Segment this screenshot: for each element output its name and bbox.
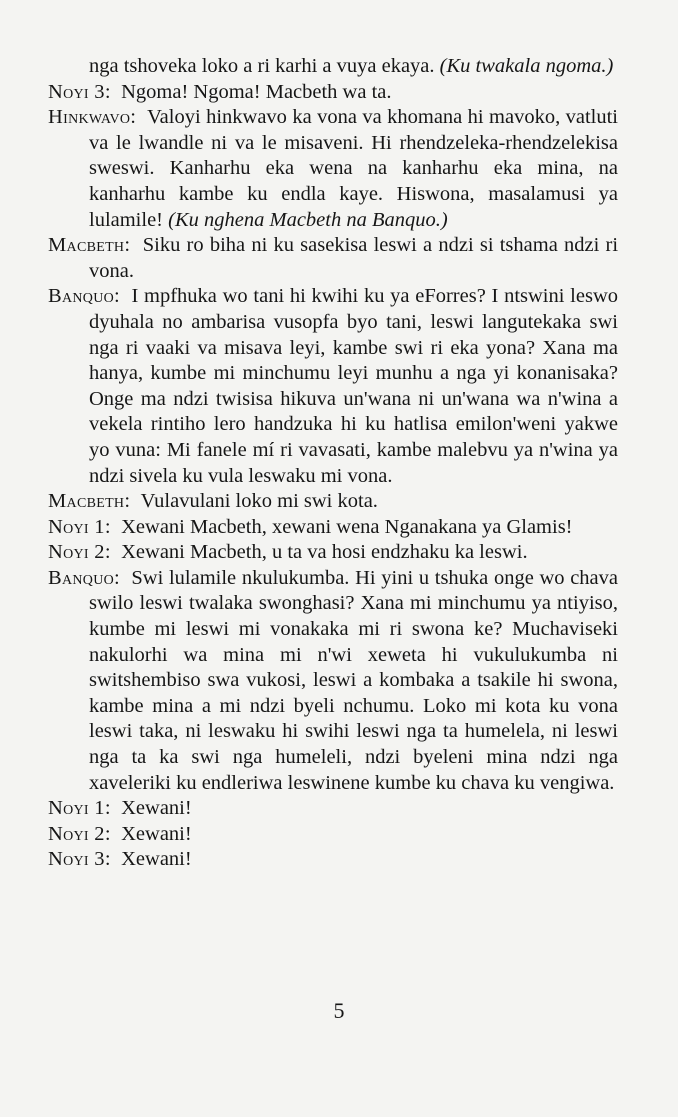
dialogue-line: [48, 566, 618, 796]
line-text: Ngoma! Ngoma! Macbeth wa ta.: [121, 80, 392, 103]
speaker-name: Noyi 2:: [48, 822, 111, 845]
speaker-name: Macbeth:: [48, 490, 131, 513]
dialogue-line: [48, 847, 618, 873]
speaker-name: Noyi 1:: [48, 797, 111, 820]
speaker-name: Banquo:: [48, 285, 121, 308]
dialogue-line: [48, 284, 618, 489]
stage-direction: (Ku twakala ngoma.): [439, 55, 614, 77]
line-text: Swi lulamile nkulukumba. Hi yini u tshuka onge wo chava swilo leswi twalaka swonghasi? Xana mi minchumu ya ntiyiso, kumbe mi leswi mi vonakaka mi ri swona ke? Muchaviseki nakulorhi wa mina mi n'wi xeweta hi vukulukumba ni switshembiso swa vukosi, leswi a kombaka a tsakile hi swona, kambe mina a mi ndzi byeli nchumu. Loko mi kota ku vona leswi taka, ni leswaku hi swihi leswi nga ta humelela, ni leswi nga ta ka swi nga humeleli, ndzi byeleni mina ndzi nga xaveleriki ku endleriwa leswinene kumbe ku chava ku vengiwa.: [89, 566, 619, 794]
dialogue-line: [48, 489, 618, 515]
speaker-name: Noyi 1:: [48, 515, 111, 538]
line-text: Vulavulani loko mi swi kota.: [140, 490, 378, 513]
speaker-name: Banquo:: [48, 566, 121, 589]
stage-direction: (Ku nghena Macbeth na Banquo.): [168, 208, 448, 231]
line-text: Xewani Macbeth, u ta va hosi endzhaku ka leswi.: [121, 541, 528, 564]
line-text: Xewani Macbeth, xewani wena Nganakana ya Glamis!: [121, 515, 573, 538]
line-text: nga tshoveka loko a ri karhi a vuya ekaya.: [89, 55, 440, 77]
line-text: I mpfhuka wo tani hi kwihi ku ya eForres? I ntswini leswo dyuhala no ambarisa vusopfa byo tani, leswi langutekaka swi nga ri vaaki va misava leyi, kambe swi ri eka yona? Xana ma hanya, kumbe mi minchumu leyi munhu a nga yi konanisaka? Onge ma ndzi twisisa hikuva un'wana ni un'wana wa n'wina a vekela rintiho lero handzuka hi ku hatlisa emilon'weni yakwe yo vuna: Mi fanele mí ri vavasati, kambe malebvu ya n'wina ya ndzi sivela ku vula leswaku mi vona.: [89, 285, 619, 487]
speaker-name: Noyi 3:: [48, 80, 111, 103]
line-text: Xewani!: [121, 822, 192, 845]
dialogue-line: [48, 80, 618, 106]
page-number: 5: [333, 998, 345, 1023]
speaker-name: Noyi 2:: [48, 541, 111, 564]
line-text: Valoyi hinkwavo ka vona va khomana hi mavoko, vatluti va le lwandle ni va le misaveni. Hi rhendzeleka-rhendzelekisa sweswi. Kanharhu eka wena na kanharhu eka mina, na kanharhu kambe ku endla kaye. Hiswona, masalamusi ya lulamile!: [89, 106, 619, 231]
line-text: Xewani!: [121, 848, 192, 871]
dialogue-line: [48, 515, 618, 541]
dialogue-line: [48, 540, 618, 566]
dialogue-line: [48, 822, 618, 848]
dialogue-continuation: [48, 54, 618, 80]
dialogue-line: [48, 105, 618, 233]
line-text: Xewani!: [121, 797, 192, 820]
play-text: [48, 54, 618, 873]
line-text: Siku ro biha ni ku sasekisa leswi a ndzi si tshama ndzi ri vona.: [89, 234, 619, 282]
speaker-name: Noyi 3:: [48, 848, 111, 871]
dialogue-line: [48, 796, 618, 822]
dialogue-line: [48, 233, 618, 284]
speaker-name: Macbeth:: [48, 234, 131, 257]
speaker-name: Hinkwavo:: [48, 106, 137, 129]
